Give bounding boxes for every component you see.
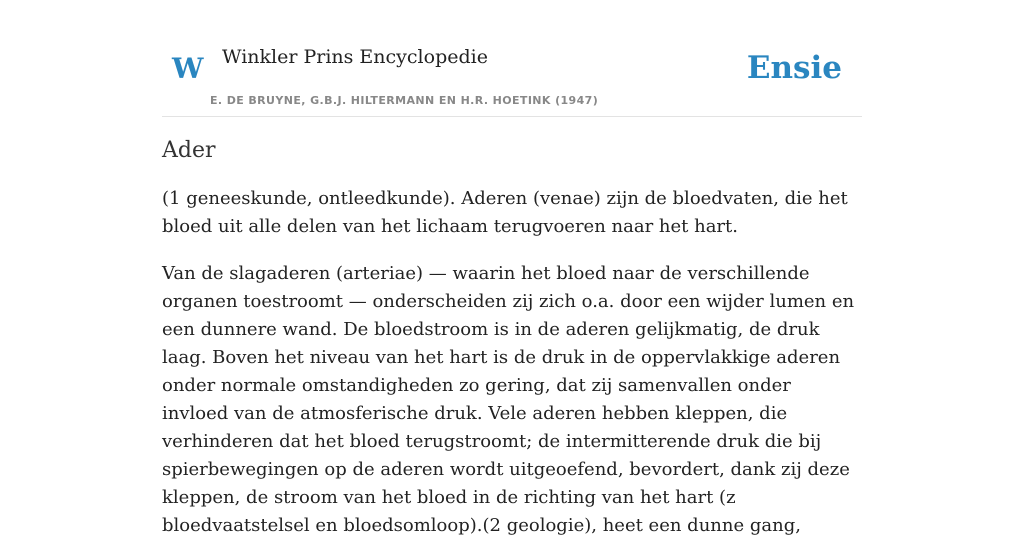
article-paragraph: (1 geneeskunde, ontleedkunde). Aderen (venae) zijn de bloedvaten, die het bloed uit alle delen van het lichaam terugvoeren naar het hart. <box>162 188 848 237</box>
winkler-prins-logo[interactable]: W <box>172 52 204 85</box>
source-authors: E. DE BRUYNE, G.B.J. HILTERMANN EN H.R. HOETINK (1947) <box>210 94 599 107</box>
article-paragraph: Van de slagaderen (arteriae) — waarin het bloed naar de verschillende organen toestroomt — onderscheiden zij zich o.a. door een wijder lumen en een dunnere wand. De bloedstroom is in de aderen gelijkmatig, de druk laag. Boven het niveau van het hart is de druk in de oppervlakkige aderen onder normale omstandigheden zo gering, dat zij samenvallen onder invloed van de atmosferische druk. Vele aderen hebben kleppen, die verhinderen dat het bloed terugstroomt; de intermitterende druk die bij spierbewegingen op de aderen wordt uitgeoefend, bevordert, dank zij deze kleppen, de stroom van het bloed in de richting van het hart (z bloedvaatstelsel en bloedsomloop).(2 geologie), heet een dunne gang, <box>162 263 855 536</box>
article-title: Ader <box>162 138 216 163</box>
article <box>162 138 862 559</box>
source-title[interactable]: Winkler Prins Encyclopedie <box>222 46 488 68</box>
site-header <box>162 40 862 117</box>
ensie-logo[interactable]: Ensie <box>746 50 842 86</box>
